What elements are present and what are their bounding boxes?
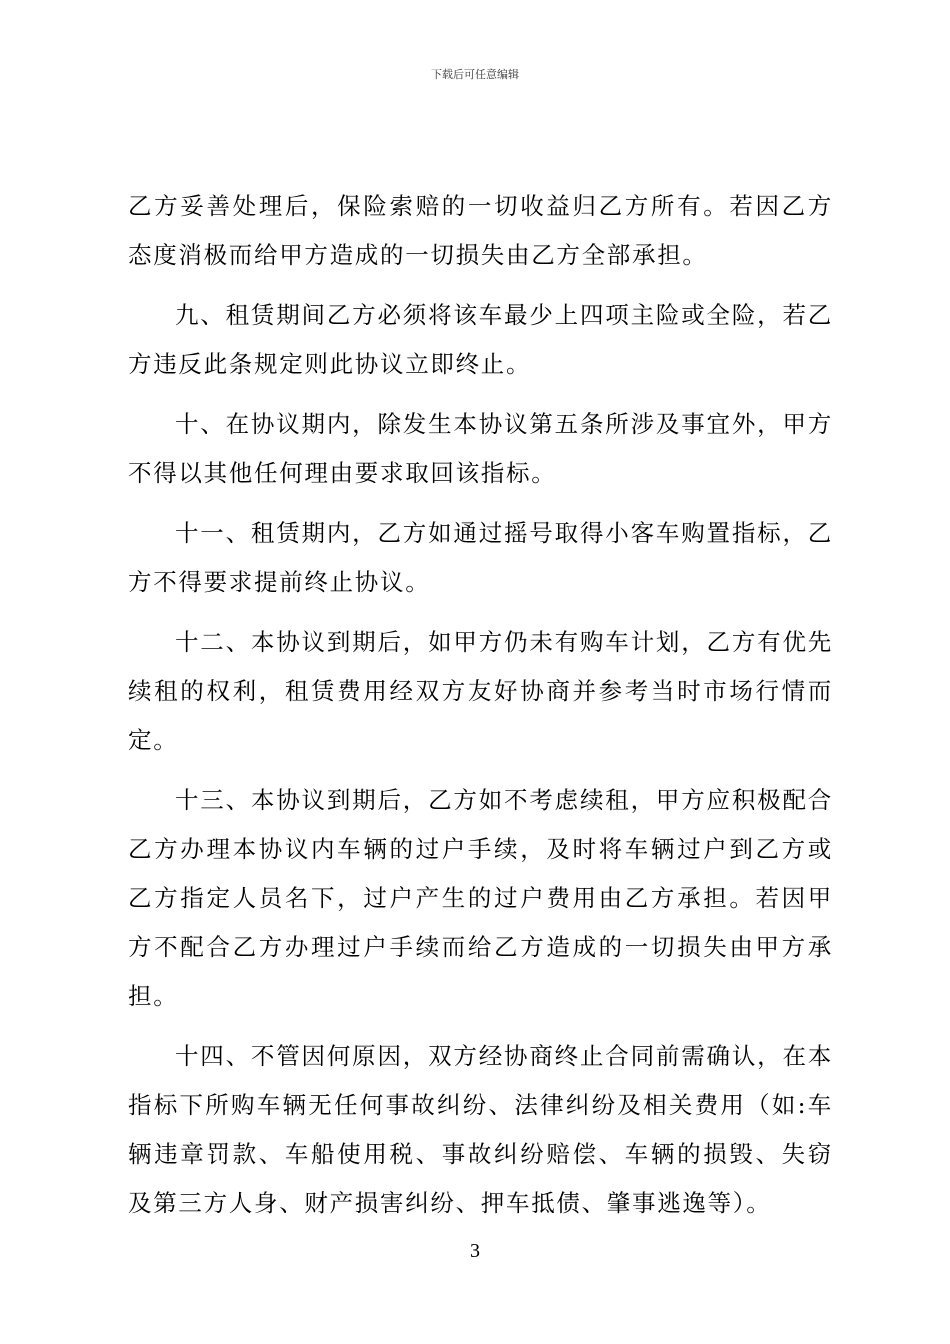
paragraph-clause-13: 十三、本协议到期后，乙方如不考虑续租，甲方应积极配合乙方办理本协议内车辆的过户手续，及时将车辆过户到乙方或乙方指定人员名下，过户产生的过户费用由乙方承担。若因甲方不配合乙方办理过户手续而给乙方造成的一切损失由甲方承担。 xyxy=(128,786,833,1010)
page-header: 下载后可任意编辑 xyxy=(431,68,519,81)
paragraph-clause-12: 十二、本协议到期后，如甲方仍未有购车计划，乙方有优先续租的权利，租赁费用经双方友好协商并参考当时市场行情而定。 xyxy=(128,628,833,754)
paragraph-clause-14: 十四、不管因何原因，双方经协商终止合同前需确认，在本指标下所购车辆无任何事故纠纷、法律纠纷及相关费用（如:车辆违章罚款、车船使用税、事故纠纷赔偿、车辆的损毁、失窃及第三方人身、财产损害纠纷、押车抵债、肇事逃逸等）。 xyxy=(128,1042,833,1217)
document-body xyxy=(128,182,833,1239)
page-number: 3 xyxy=(470,1240,480,1262)
paragraph-clause-11: 十一、租赁期内，乙方如通过摇号取得小客车购置指标，乙方不得要求提前终止协议。 xyxy=(128,519,833,596)
paragraph-clause-10: 十、在协议期内，除发生本协议第五条所涉及事宜外，甲方不得以其他任何理由要求取回该指标。 xyxy=(128,410,833,487)
paragraph-clause-9: 九、租赁期间乙方必须将该车最少上四项主险或全险，若乙方违反此条规定则此协议立即终止。 xyxy=(128,301,833,378)
paragraph-continuation: 乙方妥善处理后，保险索赔的一切收益归乙方所有。若因乙方态度消极而给甲方造成的一切损失由乙方全部承担。 xyxy=(128,192,833,269)
